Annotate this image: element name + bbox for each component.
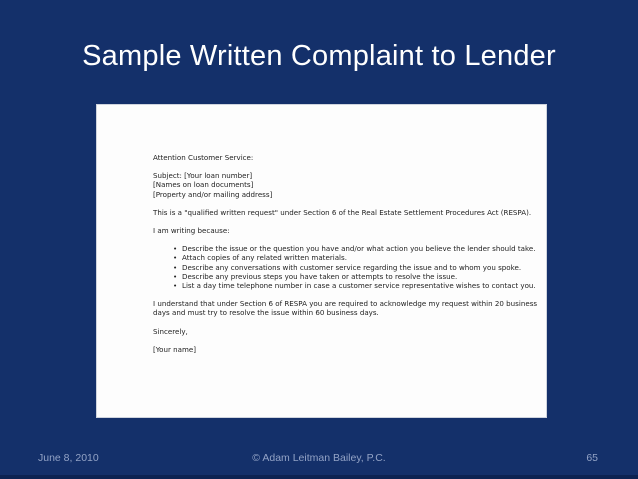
letter-bullet-item: [153, 253, 543, 262]
letter-subject-line: [Property and/or mailing address]: [153, 189, 273, 199]
letter-bullet-list: [153, 244, 543, 290]
bullet-icon: •: [173, 262, 178, 272]
letter-bullet-item: [153, 263, 543, 272]
letter-bullet-item: [153, 244, 543, 253]
bottom-stripe: [0, 475, 638, 479]
letter-bullet-text: Describe any previous steps you have taken or attempts to resolve the issue.: [182, 271, 458, 281]
letter-signature: [Your name]: [153, 344, 197, 354]
letter-intro: This is a "qualified written request" under Section 6 of the Real Estate Settlement Procedures Act (RESPA).: [153, 207, 532, 217]
letter-bullet-text: Describe any conversations with customer service regarding the issue and to whom you spoke.: [182, 262, 522, 272]
letter-bullet-text: List a day time telephone number in case a customer service representative wishes to contact you.: [182, 281, 536, 291]
letter-image: [96, 104, 547, 418]
letter-salutation: Attention Customer Service:: [153, 153, 254, 162]
letter-sign-off: Sincerely,: [153, 326, 188, 336]
footer-date: June 8, 2010: [38, 452, 99, 464]
letter-closing-paragraph: I understand that under Section 6 of RESPA you are required to acknowledge my request within 20 business days and must try to resolve the issue within 60 business days.: [153, 299, 538, 318]
letter-subject-line: [Names on loan documents]: [153, 180, 254, 190]
letter-body: [153, 153, 543, 354]
bullet-icon: •: [173, 271, 178, 281]
footer-copyright: © Adam Leitman Bailey, P.C.: [252, 452, 386, 464]
letter-bullet-text: Describe the issue or the question you have and/or what action you believe the lender should take.: [182, 244, 536, 254]
letter-bullet-item: [153, 281, 543, 290]
letter-writing-because: I am writing because:: [153, 226, 230, 236]
bullet-icon: •: [173, 244, 178, 254]
bullet-icon: •: [173, 281, 178, 291]
letter-subject-line: Subject: [Your loan number]: [153, 171, 253, 181]
bullet-icon: •: [173, 253, 178, 263]
footer-page-number: 65: [586, 452, 598, 464]
letter-bullet-text: Attach copies of any related written materials.: [182, 253, 347, 263]
letter-bullet-item: [153, 272, 543, 281]
slide-title: Sample Written Complaint to Lender: [82, 40, 556, 72]
